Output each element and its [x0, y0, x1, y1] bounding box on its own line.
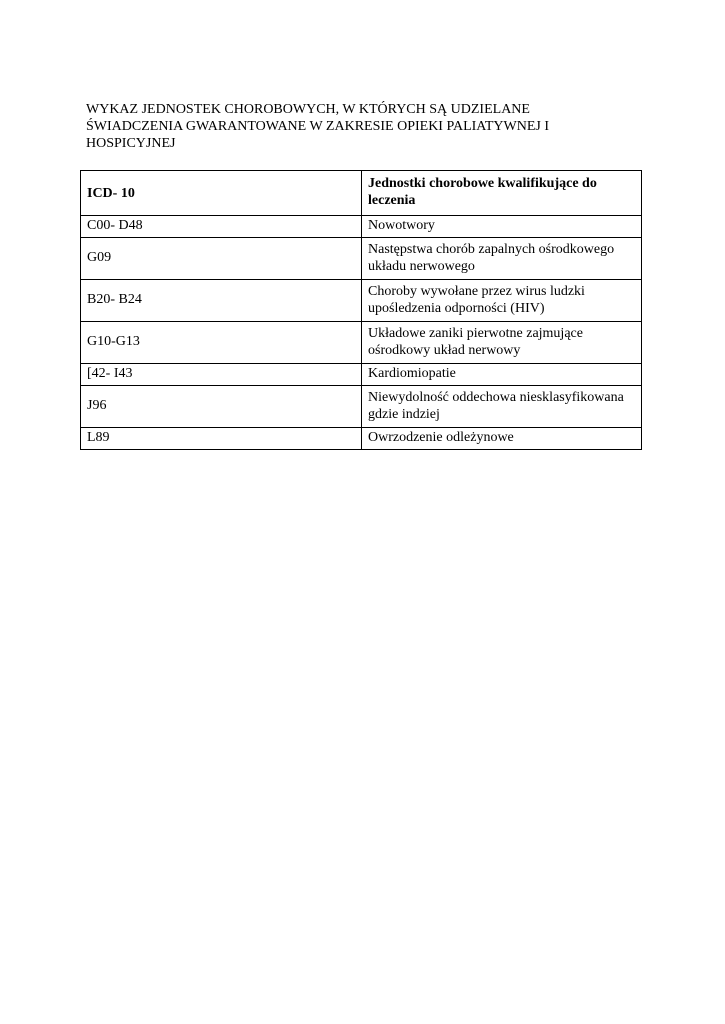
disease-description-cell: Kardiomiopatie: [362, 364, 642, 386]
table-row: [81, 428, 642, 450]
disease-description-cell: Owrzodzenie odleżynowe: [362, 428, 642, 450]
icd-code-cell: G10-G13: [81, 322, 362, 364]
disease-description-cell: Następstwa chorób zapalnych ośrodkowego układu nerwowego: [362, 238, 642, 280]
table-row: [81, 280, 642, 322]
heading-line-1: WYKAZ JEDNOSTEK CHOROBOWYCH, W KTÓRYCH SĄ UDZIELANE: [86, 102, 530, 117]
icd-code-cell: L89: [81, 428, 362, 450]
column-header-description: Jednostki chorobowe kwalifikujące do leczenia: [362, 171, 642, 216]
column-header-icd: ICD- 10: [81, 171, 362, 216]
disease-description-cell: Choroby wywołane przez wirus ludzki upośledzenia odporności (HIV): [362, 280, 642, 322]
table-row: [81, 322, 642, 364]
disease-description-cell: Niewydolność oddechowa niesklasyfikowana gdzie indziej: [362, 386, 642, 428]
icd-code-cell: G09: [81, 238, 362, 280]
document-heading: [86, 101, 646, 152]
table-row: [81, 216, 642, 238]
heading-line-3: HOSPICYJNEJ: [86, 136, 176, 151]
icd-disease-table: [80, 170, 642, 450]
icd-code-cell: [42- I43: [81, 364, 362, 386]
table-row: [81, 364, 642, 386]
icd-code-cell: J96: [81, 386, 362, 428]
icd-code-cell: C00- D48: [81, 216, 362, 238]
disease-description-cell: Układowe zaniki pierwotne zajmujące ośrodkowy układ nerwowy: [362, 322, 642, 364]
table-header-row: [81, 171, 642, 216]
table-row: [81, 386, 642, 428]
heading-line-2: ŚWIADCZENIA GWARANTOWANE W ZAKRESIE OPIEKI PALIATYWNEJ I: [86, 119, 550, 134]
icd-code-cell: B20- B24: [81, 280, 362, 322]
disease-description-cell: Nowotwory: [362, 216, 642, 238]
table-row: [81, 238, 642, 280]
